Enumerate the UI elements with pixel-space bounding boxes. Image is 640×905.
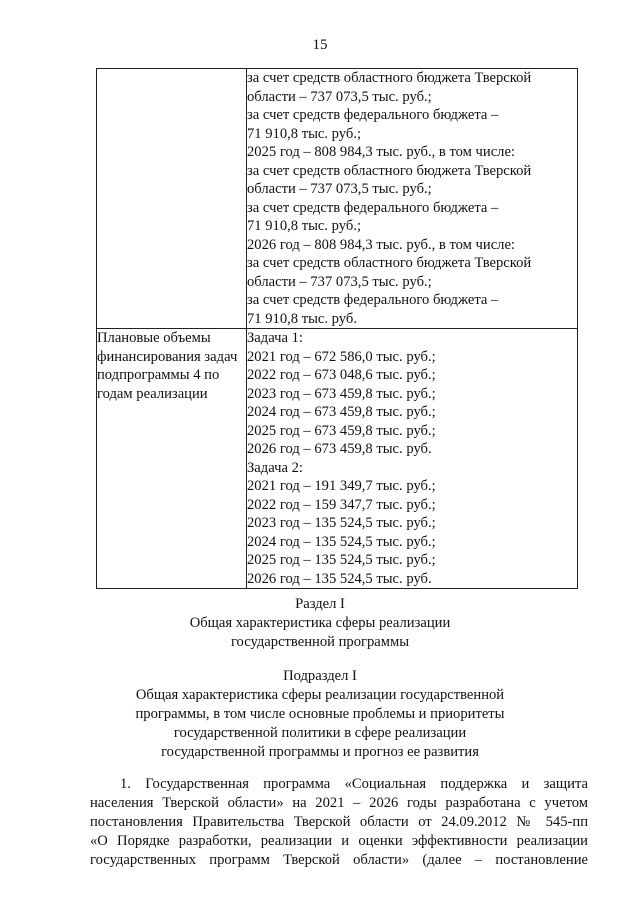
table-text-line: 71 910,8 тыс. руб.; [247,218,362,234]
subsection-title: Подраздел I [283,668,357,684]
body-paragraph [90,775,588,870]
paragraph-line: государственных программ Тверской области» (далее – постановление [90,852,588,868]
section-heading [0,595,640,652]
financing-table [96,68,578,589]
table-text-line: 71 910,8 тыс. руб.; [247,125,362,142]
table-text-line: 71 910,8 тыс. руб. [247,310,357,327]
table-text-line: 2026 год – 673 459,8 тыс. руб. [247,441,432,457]
table-text-line: за счет средств областного бюджета Тверской [247,255,532,271]
table-row [97,69,578,329]
table-text-line: области – 737 073,5 тыс. руб.; [247,273,432,290]
table-text-line: 2021 год – 191 349,7 тыс. руб.; [247,478,436,494]
table-text-line: 2024 год – 135 524,5 тыс. руб.; [247,533,436,550]
table-text-line: 2022 год – 159 347,7 тыс. руб.; [247,496,436,513]
table-text-line: 2025 год – 808 984,3 тыс. руб., в том числе: [247,144,515,160]
paragraph-line: постановления Правительства Тверской области от 24.09.2012 № 545-пп [90,814,588,830]
table-text-line: за счет средств федерального бюджета – [247,199,499,216]
table-text-line: за счет средств областного бюджета Тверской [247,162,532,179]
table-text-line: 2022 год – 673 048,6 тыс. руб.; [247,367,436,383]
paragraph-line: 1. Государственная программа «Социальная поддержка и защита [120,776,588,792]
table-text-line: за счет средств федерального бюджета – [247,107,499,123]
row-label-line: подпрограммы 4 по [97,367,220,383]
subsection-heading [0,667,640,762]
paragraph-line: «О Порядке разработки, реализации и оценки эффективности реализации [90,833,588,849]
subsection-subtitle-line: программы, в том числе основные проблемы и приоритеты [135,706,505,722]
table-text-line: 2023 год – 135 524,5 тыс. руб.; [247,515,436,531]
table-cell-row-label [97,329,247,589]
row-label-line: финансирования задач [97,348,238,365]
section-title: Раздел I [295,596,345,612]
table-text-line: 2026 год – 808 984,3 тыс. руб., в том числе: [247,236,515,253]
table-cell-empty [97,69,247,329]
section-subtitle-line: Общая характеристика сферы реализации [189,615,451,631]
table-cell-task-amounts [247,329,578,589]
table-row [97,329,578,589]
subsection-subtitle-line: государственной программы и прогноз ее развития [161,744,479,760]
subsection-subtitle-line: государственной политики в сфере реализации [173,725,467,741]
table-text-line: за счет средств федерального бюджета – [247,292,499,308]
table-text-line: 2026 год – 135 524,5 тыс. руб. [247,570,432,587]
row-label-line: Плановые объемы [97,330,211,346]
table-text-line: 2023 год – 673 459,8 тыс. руб.; [247,385,436,402]
table-text-line: 2021 год – 672 586,0 тыс. руб.; [247,348,436,365]
paragraph-line: населения Тверской области» на 2021 – 2026 годы разработана с учетом [90,795,588,811]
table-text-line: области – 737 073,5 тыс. руб.; [247,181,432,197]
table-text-line: за счет средств областного бюджета Тверской [247,70,532,86]
section-subtitle-line: государственной программы [230,634,410,650]
table-cell-funding-sources [247,69,578,329]
table-text-line: 2025 год – 673 459,8 тыс. руб.; [247,422,436,439]
table-text-line: Задача 1: [247,330,303,346]
row-label-line: годам реализации [97,385,208,402]
table-text-line: 2024 год – 673 459,8 тыс. руб.; [247,404,436,420]
table-text-line: области – 737 073,5 тыс. руб.; [247,88,432,105]
table-text-line: Задача 2: [247,459,303,476]
table-text-line: 2025 год – 135 524,5 тыс. руб.; [247,552,436,568]
page-number: 15 [312,37,328,53]
subsection-subtitle-line: Общая характеристика сферы реализации государственной [135,687,505,703]
